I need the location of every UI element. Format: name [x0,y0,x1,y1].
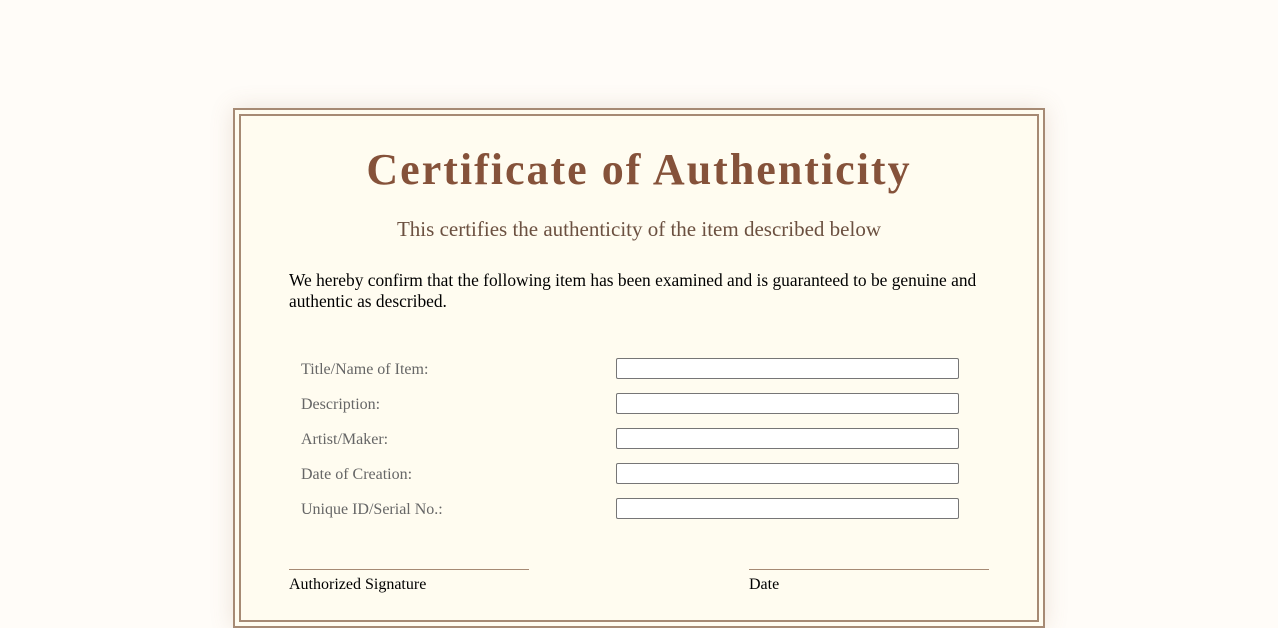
field-label-unique-id: Unique ID/Serial No.: [301,501,443,518]
field-row-unique-id [289,498,961,522]
date-block [749,569,989,595]
signature-line [289,569,529,570]
certificate [233,108,1045,628]
field-row-date-of-creation [289,463,961,487]
title-name-input[interactable] [616,358,959,379]
signature-block [289,569,529,595]
date-label: Date [749,576,780,593]
certification-statement: We hereby confirm that the following item has been examined and is guaranteed to be genuine and authentic as described. [289,270,977,311]
field-row-description [289,393,961,417]
date-of-creation-input[interactable] [616,463,959,484]
field-label-description: Description: [301,396,381,413]
description-input[interactable] [616,393,959,414]
certificate-title: Certificate of Authenticity [366,145,912,194]
field-row-artist-maker [289,428,961,452]
certificate-subtitle: This certifies the authenticity of the item described below [396,217,881,241]
field-label-title-name: Title/Name of Item: [301,361,429,378]
field-label-artist-maker: Artist/Maker: [301,431,389,448]
artist-maker-input[interactable] [616,428,959,449]
field-label-date-of-creation: Date of Creation: [301,466,413,483]
unique-id-input[interactable] [616,498,959,519]
signature-label: Authorized Signature [289,576,427,593]
field-row-title-name [289,358,961,382]
date-line [749,569,989,570]
